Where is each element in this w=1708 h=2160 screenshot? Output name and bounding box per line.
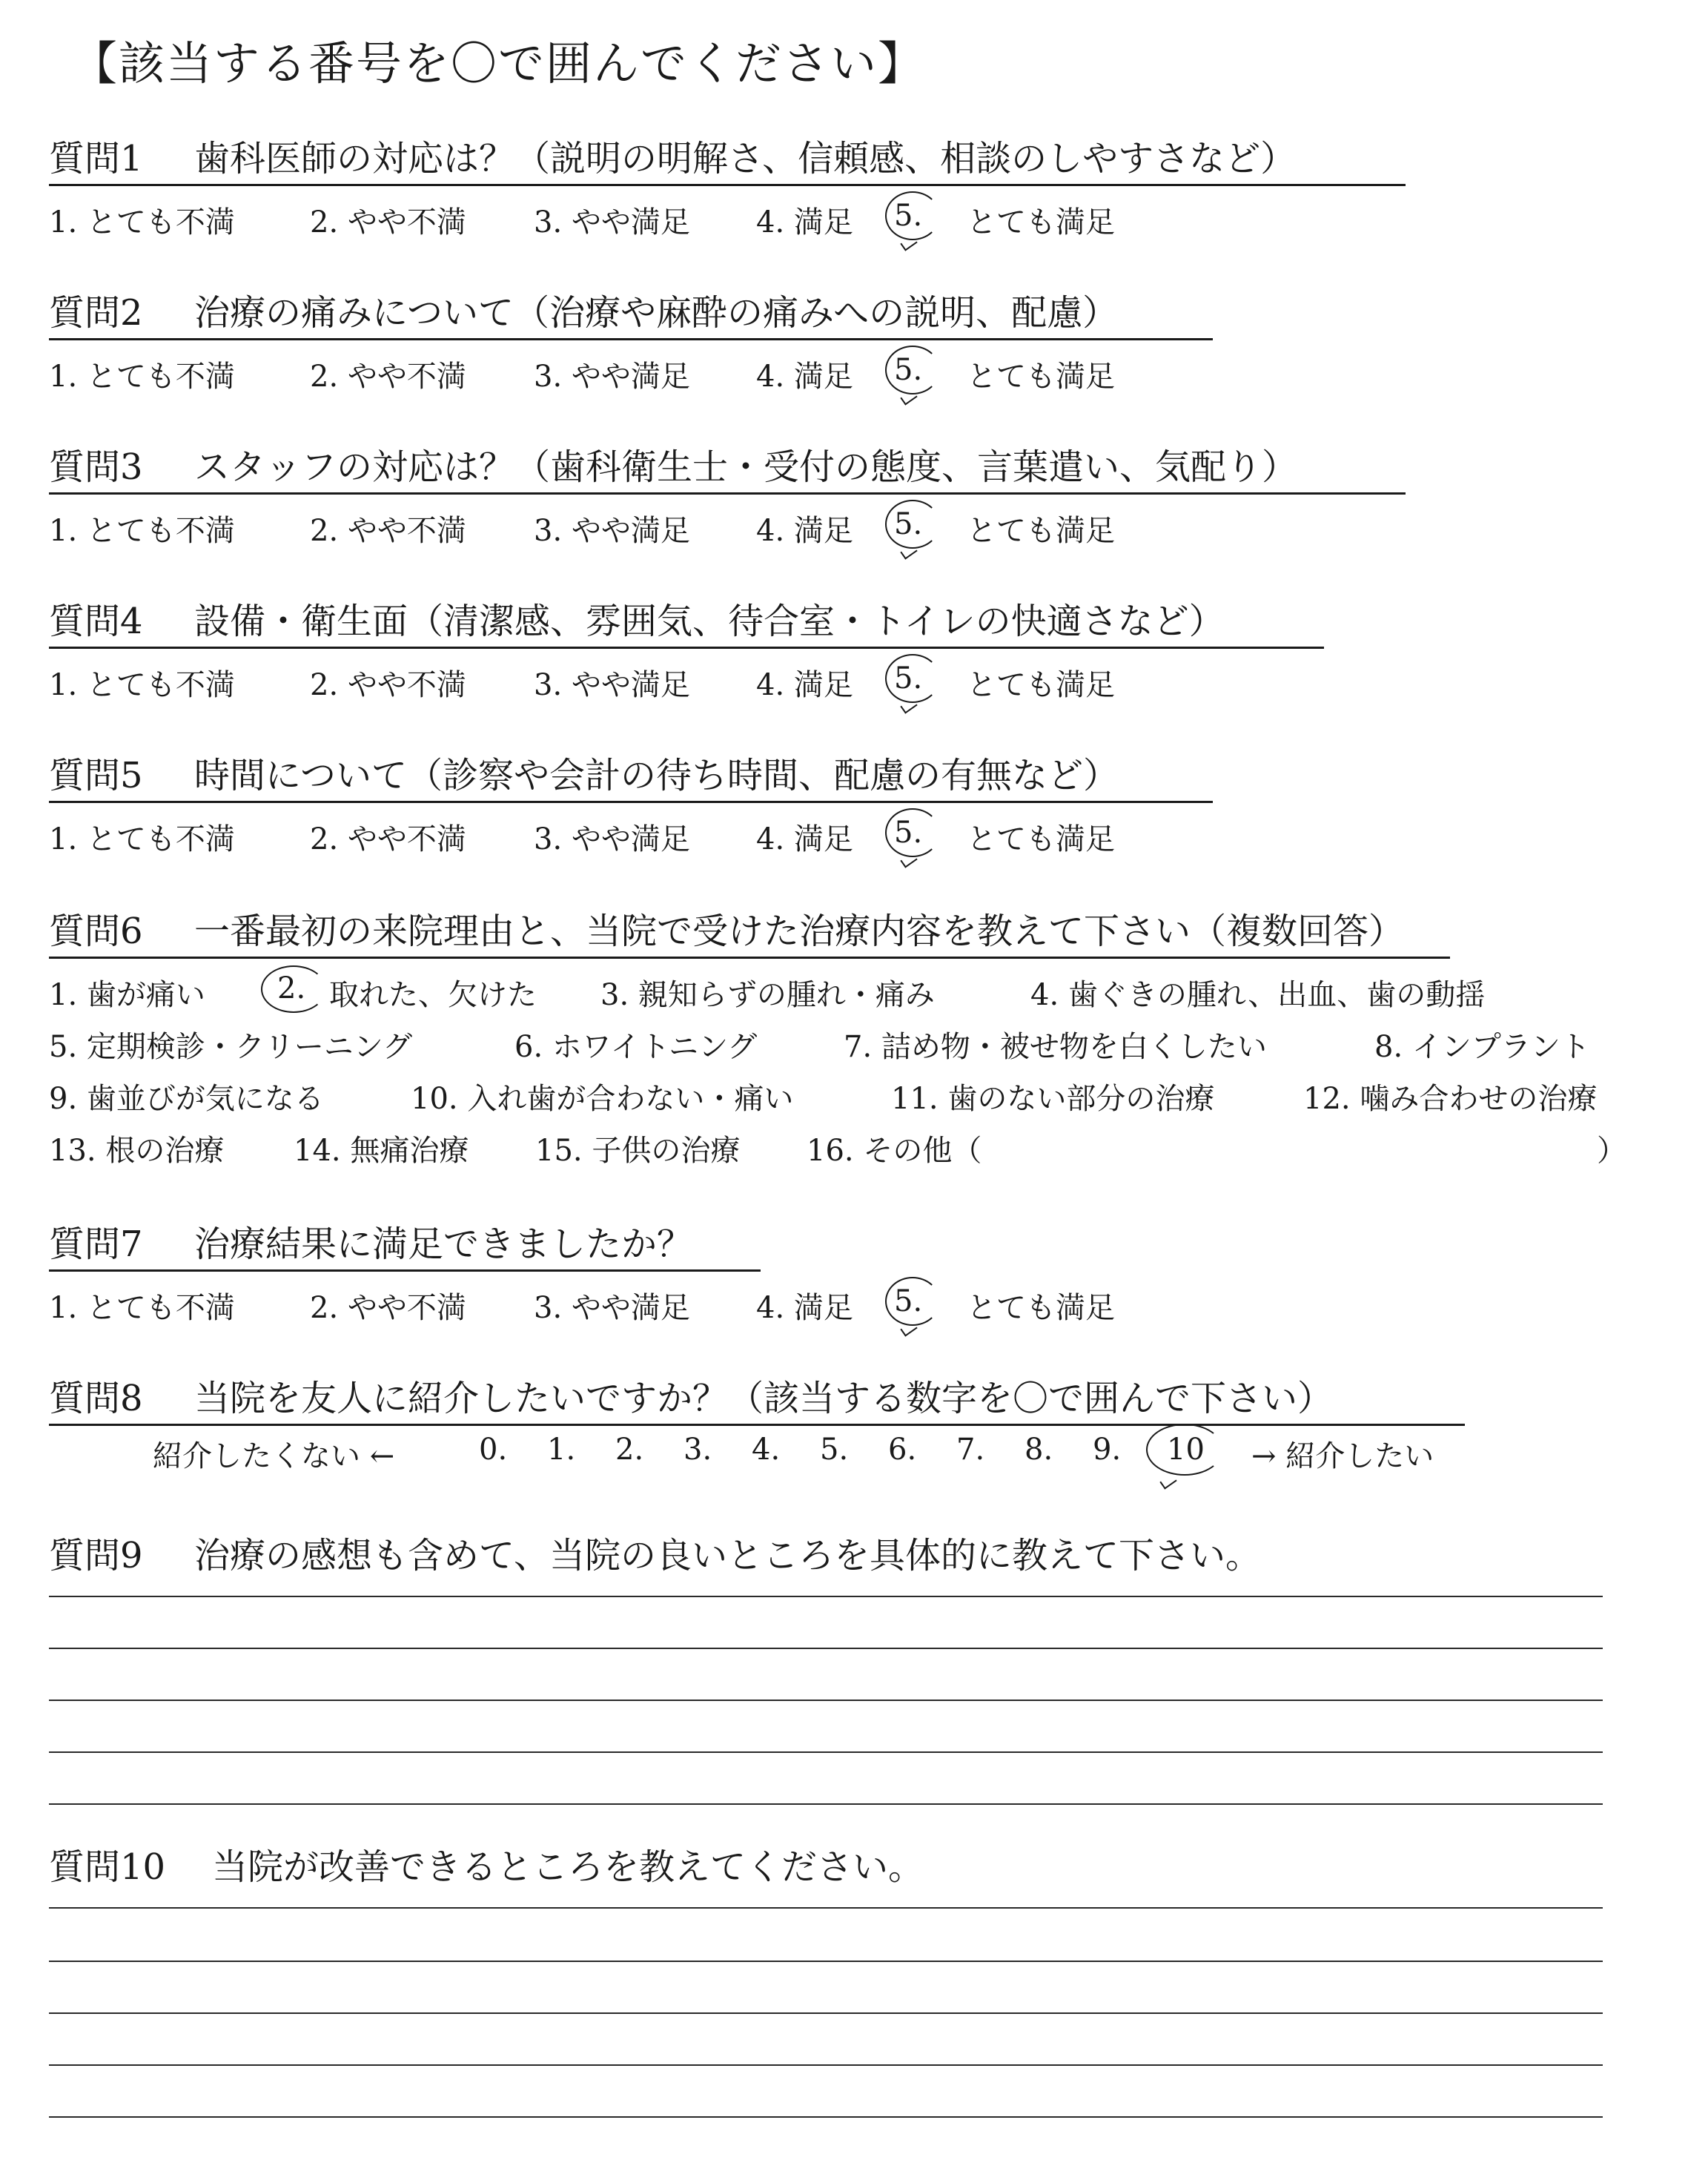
option[interactable]: 13. 根の治療 (49, 1134, 225, 1168)
option[interactable]: 16. その他（ (807, 1134, 982, 1168)
answer-line[interactable] (49, 2116, 1603, 2118)
rating-option[interactable]: 2. やや不満 (310, 514, 466, 548)
question-text: 治療結果に満足できましたか？ (194, 1223, 693, 1265)
title-underline (49, 492, 1406, 495)
selected-circle (885, 191, 940, 240)
title-underline (49, 1424, 1465, 1426)
scale-number[interactable]: 8. (1025, 1433, 1053, 1467)
question-text: 当院を友人に紹介したいですか？（該当する数字を〇で囲んで下さい） (194, 1378, 1334, 1419)
scale-end-label: とても満足 (967, 205, 1115, 240)
question-number: 質問10 (49, 1846, 166, 1888)
option[interactable]: 11. 歯のない部分の治療 (891, 1082, 1215, 1116)
option[interactable]: 3. 親知らずの腫れ・痛み (600, 978, 935, 1012)
scale-number[interactable]: 7. (956, 1433, 985, 1467)
scale-number[interactable]: 4. (752, 1433, 781, 1467)
scale-end-label: とても満足 (967, 822, 1115, 856)
answer-line[interactable] (49, 1700, 1603, 1701)
circle-tail (1159, 1473, 1176, 1489)
option[interactable]: 8. インプラント (1374, 1030, 1590, 1064)
rating-option[interactable]: 5. (894, 353, 923, 387)
question-number: 質問2 (49, 292, 143, 334)
question-number: 質問9 (49, 1535, 143, 1576)
selected-circle (885, 654, 940, 703)
selected-circle (261, 965, 326, 1013)
answer-line[interactable] (49, 1596, 1603, 1597)
answer-line[interactable] (49, 2012, 1603, 2014)
option[interactable]: 4. 歯ぐきの腫れ、出血、歯の動揺 (1030, 978, 1486, 1012)
rating-option[interactable]: 3. やや満足 (534, 822, 690, 856)
question-text: 治療の痛みについて（治療や麻酔の痛みへの説明、配慮） (194, 292, 1119, 334)
rating-option[interactable]: 4. 満足 (756, 668, 853, 702)
title-underline (49, 801, 1213, 803)
option[interactable]: 5. 定期検診・クリーニング (49, 1030, 413, 1064)
rating-option[interactable]: 3. やや満足 (534, 205, 690, 240)
rating-option[interactable]: 2. やや不満 (310, 360, 466, 394)
answer-line[interactable] (49, 1751, 1603, 1753)
question-text: 時間について（診察や会計の待ち時間、配慮の有無など） (194, 755, 1119, 796)
rating-option[interactable]: 5. (894, 816, 923, 850)
option[interactable]: 15. 子供の治療 (535, 1134, 741, 1168)
scale-right-label: → 紹介したい (1251, 1439, 1434, 1473)
rating-option[interactable]: 4. 満足 (756, 514, 853, 548)
answer-line[interactable] (49, 1648, 1603, 1649)
title-underline (49, 957, 1450, 959)
question-text: 一番最初の来院理由と、当院で受けた治療内容を教えて下さい（複数回答） (194, 911, 1405, 952)
option: ） (1597, 1134, 1626, 1168)
question-text: 設備・衛生面（清潔感、雰囲気、待合室・トイレの快適さなど） (194, 601, 1225, 642)
rating-option[interactable]: 5. (894, 199, 923, 233)
rating-option[interactable]: 2. やや不満 (310, 205, 466, 240)
selected-circle (885, 500, 940, 549)
question-text: 治療の感想も含めて、当院の良いところを具体的に教えて下さい。 (194, 1535, 1262, 1576)
title-underline (49, 1269, 761, 1272)
rating-option[interactable]: 5. (894, 1284, 923, 1318)
option[interactable]: 6. ホワイトニング (514, 1030, 758, 1064)
page-title: 【該当する番号を〇で囲んでください】 (71, 36, 926, 90)
rating-option[interactable]: 4. 満足 (756, 360, 853, 394)
rating-option[interactable]: 2. やや不満 (310, 822, 466, 856)
selected-circle (885, 346, 940, 394)
rating-option[interactable]: 1. とても不満 (49, 205, 235, 240)
rating-option[interactable]: 4. 満足 (756, 205, 853, 240)
question-text: スタッフの対応は？（歯科衛生士・受付の態度、言葉遣い、気配り） (194, 446, 1298, 488)
selected-circle (885, 1277, 940, 1326)
scale-number[interactable]: 5. (820, 1433, 849, 1467)
option[interactable]: 12. 噛み合わせの治療 (1303, 1082, 1598, 1116)
answer-line[interactable] (49, 1907, 1603, 1909)
scale-end-label: とても満足 (967, 360, 1115, 394)
rating-option[interactable]: 5. (894, 661, 923, 696)
title-underline (49, 647, 1324, 649)
selected-circle (1146, 1424, 1223, 1476)
answer-line[interactable] (49, 1961, 1603, 1962)
rating-option[interactable]: 3. やや満足 (534, 360, 690, 394)
rating-option[interactable]: 1. とても不満 (49, 668, 235, 702)
option[interactable]: 7. 詰め物・被せ物を白くしたい (844, 1030, 1267, 1064)
rating-option[interactable]: 1. とても不満 (49, 514, 235, 548)
rating-option[interactable]: 1. とても不満 (49, 822, 235, 856)
scale-number[interactable]: 9. (1093, 1433, 1122, 1467)
question-number: 質問1 (49, 138, 143, 179)
scale-end-label: とても満足 (967, 668, 1115, 702)
scale-number[interactable]: 0. (479, 1433, 508, 1467)
option[interactable]: 10. 入れ歯が合わない・痛い (411, 1082, 794, 1116)
option[interactable]: 取れた、欠けた (329, 978, 537, 1012)
rating-option[interactable]: 4. 満足 (756, 1291, 853, 1325)
title-underline (49, 338, 1213, 340)
option[interactable]: 1. 歯が痛い (49, 978, 205, 1012)
question-number: 質問6 (49, 911, 143, 952)
rating-option[interactable]: 2. やや不満 (310, 668, 466, 702)
scale-number[interactable]: 10 (1167, 1433, 1205, 1467)
rating-option[interactable]: 3. やや満足 (534, 668, 690, 702)
question-number: 質問7 (49, 1223, 143, 1265)
scale-number[interactable]: 6. (888, 1433, 917, 1467)
rating-option[interactable]: 4. 満足 (756, 822, 853, 856)
answer-line[interactable] (49, 1803, 1603, 1805)
option[interactable]: 9. 歯並びが気になる (49, 1082, 324, 1116)
scale-end-label: とても満足 (967, 1291, 1115, 1325)
rating-option[interactable]: 1. とても不満 (49, 360, 235, 394)
answer-line[interactable] (49, 2064, 1603, 2066)
question-text: 歯科医師の対応は？（説明の明解さ、信頼感、相談のしやすさなど） (194, 138, 1297, 179)
title-underline (49, 184, 1406, 186)
question-text: 当院が改善できるところを教えてください。 (212, 1846, 924, 1888)
scale-number[interactable]: 2. (615, 1433, 644, 1467)
question-number: 質問3 (49, 446, 143, 488)
scale-end-label: とても満足 (967, 514, 1115, 548)
option[interactable]: 2. (277, 971, 306, 1005)
scale-number[interactable]: 3. (683, 1433, 712, 1467)
rating-option[interactable]: 3. やや満足 (534, 514, 690, 548)
rating-option[interactable]: 1. とても不満 (49, 1291, 235, 1325)
rating-option[interactable]: 5. (894, 507, 923, 541)
scale-number[interactable]: 1. (547, 1433, 576, 1467)
question-number: 質問4 (49, 601, 143, 642)
question-number: 質問8 (49, 1378, 143, 1419)
selected-circle (885, 808, 940, 857)
option[interactable]: 14. 無痛治療 (294, 1134, 469, 1168)
rating-option[interactable]: 3. やや満足 (534, 1291, 690, 1325)
rating-option[interactable]: 2. やや不満 (310, 1291, 466, 1325)
scale-left-label: 紹介したくない ← (153, 1439, 395, 1473)
question-number: 質問5 (49, 755, 143, 796)
